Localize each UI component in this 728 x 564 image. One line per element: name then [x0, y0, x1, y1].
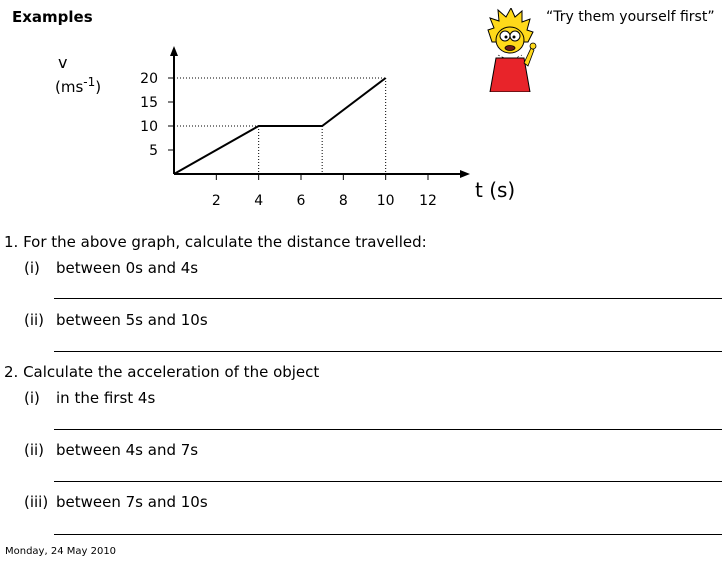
x-tick-label: 6 — [296, 193, 306, 209]
question-1-part-ii-label: (ii) — [24, 311, 45, 329]
x-tick-label: 8 — [338, 193, 348, 209]
answer-line — [54, 429, 722, 430]
answer-line — [54, 481, 722, 482]
question-2: 2. Calculate the acceleration of the object — [4, 363, 320, 381]
velocity-time-chart — [0, 40, 540, 220]
x-tick-label: 10 — [376, 193, 395, 209]
y-tick-label: 20 — [140, 71, 158, 87]
y-axis-unit: $(ms^{-1})$ — [55, 75, 102, 96]
question-2-part-iii: between 7s and 10s — [56, 493, 208, 511]
x-tick-label: 2 — [211, 193, 221, 209]
y-tick-label: 15 — [140, 95, 158, 111]
question-2-part-iii-label: (iii) — [24, 493, 49, 511]
question-2-part-ii-label: (ii) — [24, 441, 45, 459]
question-1: 1. For the above graph, calculate the distance travelled: — [4, 233, 427, 251]
y-axis-arrow — [170, 46, 178, 56]
footer-date: Monday, 24 May 2010 — [5, 546, 117, 557]
y-tick-label: 5 — [149, 143, 158, 159]
question-1-part-ii: between 5s and 10s — [56, 311, 208, 329]
x-tick-label: 4 — [254, 193, 264, 209]
answer-line — [54, 298, 722, 299]
y-axis-label: v — [58, 53, 68, 72]
speech-quote: “Try them yourself first” — [546, 9, 715, 25]
question-2-part-i: in the first 4s — [56, 389, 156, 407]
x-tick-label: 12 — [419, 193, 437, 209]
x-axis-arrow — [460, 170, 470, 178]
answer-line — [54, 534, 722, 535]
y-tick-label: 10 — [140, 119, 158, 135]
velocity-series-line — [174, 78, 386, 174]
answer-line — [54, 351, 722, 352]
question-1-part-i-label: (i) — [24, 259, 40, 277]
question-1-part-i: between 0s and 4s — [56, 259, 199, 277]
question-2-part-ii: between 4s and 7s — [56, 441, 199, 459]
page-title: Examples — [12, 8, 93, 26]
x-axis-label: t (s) — [475, 178, 516, 202]
question-2-part-i-label: (i) — [24, 389, 40, 407]
